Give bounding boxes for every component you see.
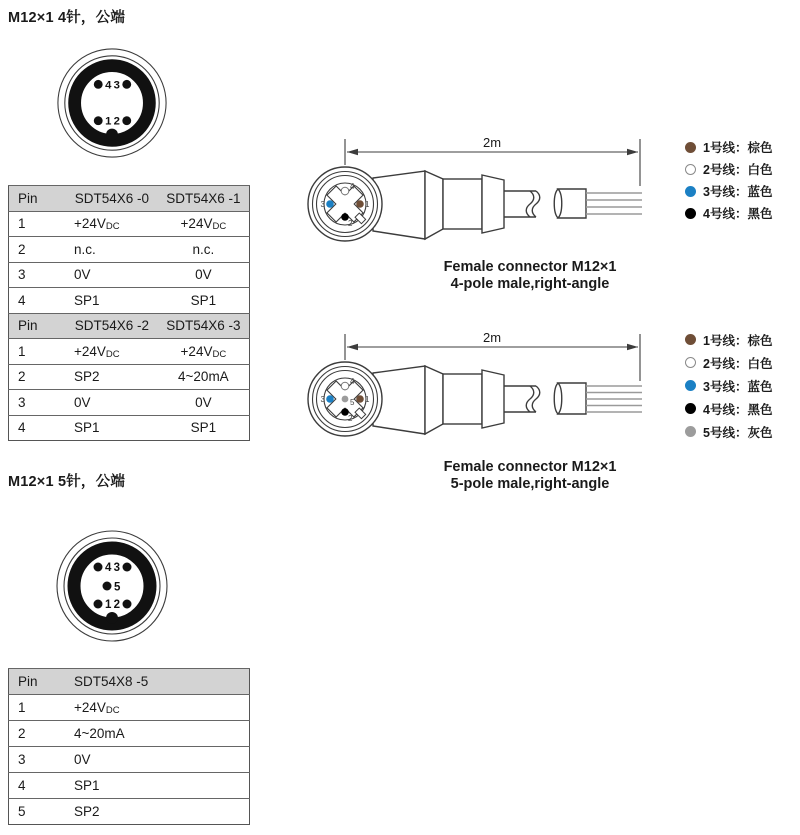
face-key-notch <box>106 612 118 624</box>
connector-body <box>373 171 586 239</box>
table-cell: 0V <box>158 262 250 288</box>
wire-color-dot-icon <box>685 208 696 219</box>
wire-legend-label: 4号线：黑色 <box>703 207 773 221</box>
wire-color-dot-icon <box>685 334 696 345</box>
table-cell: $+24V_{DC}$ <box>66 339 158 365</box>
pin2-dot <box>122 116 131 125</box>
table-cell: 1 <box>9 211 67 237</box>
dim-arrow-right <box>627 149 638 155</box>
pin3-label: 3 <box>113 79 120 92</box>
section-heading-5pin: M12×1 5针，公端 <box>8 474 126 490</box>
pin4-label: 4 <box>105 79 112 92</box>
connector-face-5pin-diagram <box>52 526 172 646</box>
face-pin3-label: 3 <box>320 200 325 209</box>
wire-legend-label: 1号线：棕色 <box>703 141 773 155</box>
table-row <box>9 415 250 441</box>
dimension-label: 2m <box>482 135 502 150</box>
face-pin4-label: 4 <box>350 182 355 191</box>
cable-wires <box>586 386 642 412</box>
pin1-label: 1 <box>105 115 112 128</box>
connector-face-4pin-diagram <box>53 44 171 162</box>
wire-legend-label: 5号线：灰色 <box>703 425 773 440</box>
wire-legend-item <box>685 397 772 420</box>
connector-face-front <box>308 362 382 436</box>
wire-color-dot-icon <box>685 186 696 197</box>
table-cell: SP1 <box>158 415 250 441</box>
table-row <box>9 237 250 263</box>
wire-legend-item <box>685 136 772 158</box>
wire-color-dot-icon <box>685 164 696 175</box>
wire-color-dot-icon <box>685 357 696 368</box>
pin1-dot <box>94 600 103 609</box>
wire-color-dot-icon <box>685 142 696 153</box>
pin4-label: 4 <box>105 562 112 574</box>
table-row <box>9 211 250 237</box>
face-pin5-label: 5 <box>350 398 355 407</box>
pin2-label: 2 <box>113 115 120 128</box>
wire-legend-label: 2号线：白色 <box>703 163 773 177</box>
face-key-notch <box>106 129 118 141</box>
wire-legend-item <box>685 202 772 224</box>
table-cell: 0V <box>158 390 250 416</box>
column-header: Pin <box>9 186 67 212</box>
table-row <box>9 364 250 390</box>
wire-color-dot-icon <box>685 403 696 414</box>
table-cell: 3 <box>9 747 67 773</box>
column-header: SDT54X8 -5 <box>66 669 250 695</box>
table-cell: 4 <box>9 773 67 799</box>
face-pin1-label: 1 <box>365 200 370 209</box>
table-cell: 3 <box>9 262 67 288</box>
table-row <box>9 288 250 314</box>
wire-legend-5pole <box>685 328 772 443</box>
dim-arrow-left <box>347 149 358 155</box>
face-pin3-label: 3 <box>320 395 325 404</box>
table-header-row <box>9 313 250 339</box>
table-cell: 4 <box>9 415 67 441</box>
wire-legend-label: 3号线：蓝色 <box>703 185 773 199</box>
table-cell: SP2 <box>66 799 250 825</box>
table-cell: $+24V_{DC}$ <box>66 695 250 721</box>
caption-line2: 4-pole male,right-angle <box>450 276 610 292</box>
wire-color-dot-icon <box>685 380 696 391</box>
face-pin1-label: 1 <box>365 395 370 404</box>
pin5-label: 5 <box>114 581 121 594</box>
column-header: Pin <box>9 669 67 695</box>
pin3-label: 3 <box>113 562 120 574</box>
table-cell: $+24V_{DC}$ <box>158 339 250 365</box>
wire-legend-label: 3号线：蓝色 <box>703 379 773 394</box>
table-cell: 0V <box>66 747 250 773</box>
table-cell: 2 <box>9 364 67 390</box>
dim-arrow-right <box>627 344 638 350</box>
pin1-label: 1 <box>105 599 112 611</box>
table-cell: 3 <box>9 390 67 416</box>
face-pin2-label: 2 <box>348 219 353 228</box>
table-row <box>9 799 250 825</box>
table-cell: n.c. <box>66 237 158 263</box>
pin2-label: 2 <box>113 599 120 611</box>
wire-legend-4pole <box>685 136 772 224</box>
connector-body <box>373 366 586 434</box>
cable-drawing-5pole <box>290 325 660 455</box>
wire-legend-item <box>685 420 772 443</box>
wire3-blue-dot <box>326 200 334 208</box>
wire-legend-item <box>685 180 772 202</box>
caption-line2: 5-pole male,right-angle <box>450 476 610 492</box>
table-row <box>9 390 250 416</box>
cable-wires <box>586 193 642 214</box>
table-cell: SP1 <box>158 288 250 314</box>
wire-legend-item <box>685 374 772 397</box>
face-pin2-label: 2 <box>348 414 353 423</box>
pin4-dot <box>94 563 103 572</box>
wire-color-dot-icon <box>685 426 696 437</box>
pin2-dot <box>123 600 132 609</box>
wire-legend-label: 4号线：黑色 <box>703 402 773 417</box>
section-heading-4pin: M12×1 4针，公端 <box>8 10 126 26</box>
wire-legend-label: 2号线：白色 <box>703 356 773 371</box>
wire-legend-item <box>685 351 772 374</box>
table-cell: SP1 <box>66 415 158 441</box>
table-row <box>9 721 250 747</box>
dimension-label: 2m <box>482 330 502 345</box>
wire-legend-item <box>685 328 772 351</box>
cable-caption-4pole <box>390 259 670 293</box>
dim-arrow-left <box>347 344 358 350</box>
table-row <box>9 262 250 288</box>
table-row <box>9 747 250 773</box>
column-header: SDT54X6 -0 <box>66 186 158 212</box>
caption-line1: Female connector M12×1 <box>443 459 617 475</box>
pin4-dot <box>94 80 103 89</box>
table-row <box>9 773 250 799</box>
pin3-dot <box>122 80 131 89</box>
table-cell: 1 <box>9 695 67 721</box>
table-cell: 2 <box>9 237 67 263</box>
table-cell: SP1 <box>66 288 158 314</box>
wire1-brown-dot <box>356 395 364 403</box>
connector-face-front <box>308 167 382 241</box>
cable-caption-5pole <box>390 459 670 493</box>
wire2-white-dot <box>341 382 349 390</box>
pin5-dot <box>103 582 112 591</box>
table-cell: $+24V_{DC}$ <box>158 211 250 237</box>
table-cell: 4 <box>9 288 67 314</box>
pin-table-sdt54x8 <box>8 668 250 825</box>
wire3-blue-dot <box>326 395 334 403</box>
cable-drawing-4pole <box>290 130 660 260</box>
column-header: Pin <box>9 313 67 339</box>
table-header-row <box>9 669 250 695</box>
table-cell: 4~20mA <box>158 364 250 390</box>
column-header: SDT54X6 -2 <box>66 313 158 339</box>
face-pin4-label: 4 <box>350 377 355 386</box>
table-row <box>9 695 250 721</box>
wire5-gray-dot <box>342 396 349 403</box>
table-cell: 0V <box>66 390 158 416</box>
pin3-dot <box>123 563 132 572</box>
table-cell: SP2 <box>66 364 158 390</box>
caption-line1: Female connector M12×1 <box>443 259 617 275</box>
wire2-white-dot <box>341 187 349 195</box>
column-header: SDT54X6 -1 <box>158 186 250 212</box>
table-cell: 0V <box>66 262 158 288</box>
wire-legend-item <box>685 158 772 180</box>
table-cell: SP1 <box>66 773 250 799</box>
table-cell: $+24V_{DC}$ <box>66 211 158 237</box>
wire1-brown-dot <box>356 200 364 208</box>
pin-table-sdt54x6 <box>8 185 250 441</box>
table-cell: n.c. <box>158 237 250 263</box>
table-cell: 1 <box>9 339 67 365</box>
pin1-dot <box>94 116 103 125</box>
table-cell: 4~20mA <box>66 721 250 747</box>
wire-legend-label: 1号线：棕色 <box>703 333 773 348</box>
table-cell: 2 <box>9 721 67 747</box>
table-header-row <box>9 186 250 212</box>
table-cell: 5 <box>9 799 67 825</box>
table-row <box>9 339 250 365</box>
column-header: SDT54X6 -3 <box>158 313 250 339</box>
